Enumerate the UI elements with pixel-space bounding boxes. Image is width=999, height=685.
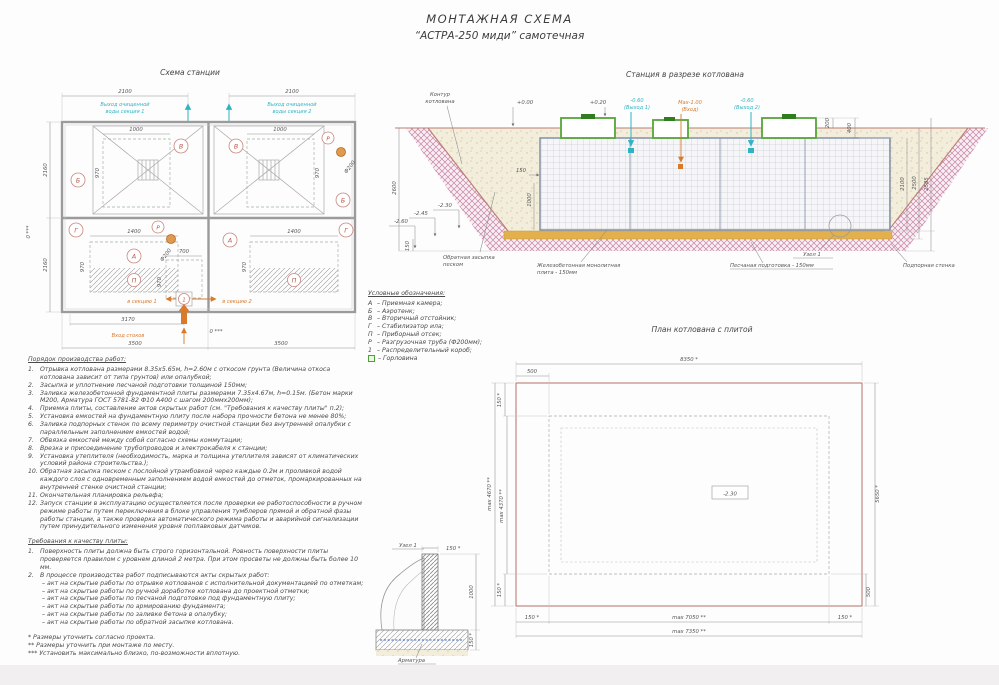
plate-req-item: 2. В процессе производства работ подписываются акты скрытых работ:: [28, 571, 270, 579]
plan-section1-bottom: [69, 221, 202, 298]
dim-970-s1: 970: [95, 167, 101, 179]
contour-label-line1: Контур: [429, 92, 451, 98]
inlet-port: [678, 164, 683, 169]
to-section2-label: в секцию 2: [222, 299, 252, 305]
station-plan-drawing: [18, 60, 363, 362]
dim-700: 700: [178, 249, 190, 255]
work-order-item: 5. Установка емкостей на фундаментную плиту после набора прочности бетона не менее 80%;: [28, 413, 347, 421]
plan-section1-tanks: [71, 126, 203, 214]
label-B-s1: Б: [75, 177, 81, 185]
legend-item-G: Г – Стабилизатор ила;: [368, 323, 444, 331]
plate-req-item: 1. Поверхность плиты должна быть строго горизонтальной. Ровность поверхности плиты проверяется правилом с уровнем длиной 2 метра. При этом просветы не должны быть более 10 мм.: [28, 548, 359, 571]
dim-2100-right: 2100: [285, 89, 299, 95]
dim-max4370: max 4370 **: [499, 489, 505, 523]
plan-section2-tanks: [214, 126, 357, 214]
dim-3500-right: 3500: [274, 341, 288, 347]
label-V-s2: В: [233, 143, 239, 151]
main-title-line2: “АСТРА-250 миди” самотечная: [414, 30, 585, 42]
footnote-2: ** Размеры уточнить при монтаже по месту.: [28, 641, 175, 649]
plan-section2-bottom: [223, 223, 353, 292]
dim-2600: 2600: [392, 181, 398, 195]
dim-1000-section: 1000: [527, 193, 533, 207]
elev-020: +0.20: [589, 100, 607, 106]
inlet-stub: [181, 310, 187, 324]
dim-150-bottom-right: 150 *: [837, 615, 853, 621]
elev-out2-value: -0.60: [740, 98, 754, 104]
node1-detail-drawing: [366, 538, 501, 683]
cross-section-drawing: [385, 60, 995, 310]
dim-500-right: 500: [866, 586, 872, 598]
work-order-title: Порядок производства работ:: [28, 356, 127, 363]
backfill-label-line2: песком: [443, 262, 464, 268]
retaining-wall-label: Подпорная стенка: [903, 263, 955, 269]
backfill-label-line1: Обратная засыпка: [443, 255, 495, 261]
dim-150-gap: 150: [515, 168, 527, 174]
dim-970-s2: 970: [315, 167, 321, 179]
footnote-1: * Размеры уточнить согласно проекта.: [28, 633, 156, 641]
work-order-item: 4. Приемка плиты, составление актов скрытых работ (см. "Требования к качеству плиты" п.2);: [28, 405, 345, 413]
inlet-label: Вход стоков: [111, 333, 145, 339]
dim-150-left-top: 150 *: [497, 392, 503, 408]
node1-rebar-label: Арматура: [398, 658, 426, 664]
plan-bottom-dims: [62, 317, 355, 348]
outlet2-port: [748, 148, 754, 153]
work-order-text: [28, 356, 366, 658]
slab-label-line1: Железобетонная монолитная: [537, 263, 621, 269]
elev-inlet-value: Max-1.00: [678, 100, 702, 106]
dim-970-s2b: 970: [242, 261, 248, 273]
label-1-box: 1: [182, 297, 186, 304]
dim-2585-depth: 2585: [924, 177, 930, 191]
label-P-s1: П: [131, 277, 137, 285]
main-title: [0, 12, 999, 42]
node1-dim-150-bottom: 150 *: [469, 632, 475, 648]
section-title: Станция в разрезе котлована: [626, 70, 744, 79]
dim-200: 200: [825, 117, 831, 129]
legend-item-P: П – Приборный отсек;: [368, 331, 442, 339]
section-manhole-covers: [561, 114, 816, 138]
footnotes: [28, 634, 366, 658]
label-R-s2: Р: [326, 136, 330, 143]
dim-f200-center: Ф200: [159, 247, 174, 264]
main-title-line1: МОНТАЖНАЯ СХЕМА: [426, 12, 573, 26]
legend-item-B: Б – Аэротенк;: [368, 307, 415, 315]
node1-title: Узел 1: [399, 543, 417, 549]
dim-f200-s2: Ф200: [343, 159, 358, 176]
pitplan-dims: [487, 357, 881, 636]
elev-out1-value: -0.60: [630, 98, 644, 104]
outlet1-label-line1: Выход очищенной: [100, 102, 150, 108]
inlet-arrowhead: [178, 304, 190, 312]
dim-2160-top: 2160: [43, 163, 49, 177]
node-callout-label: Узел 1: [803, 252, 821, 258]
hidden-works-act: – акт на скрытые работы по заливке бетона в опалубку;: [42, 611, 227, 619]
dim-2100-left: 2100: [118, 89, 132, 95]
outlet2-label-line2: воды секция 2: [272, 109, 312, 115]
plate-requirements: [28, 538, 366, 627]
work-order-item: 8. Врезка и присоединение трубопроводов и электрокабеля к станции;: [28, 444, 268, 452]
dim-zero-bottom: 0 ***: [209, 329, 223, 335]
dim-400: 400: [847, 122, 853, 134]
discharge-pipe-icon: [337, 148, 346, 157]
label-G-s2: Г: [344, 227, 348, 235]
dim-2160-bottom: 2160: [43, 258, 49, 272]
dim-3500-left: 3500: [128, 341, 142, 347]
work-order-item: 3. Заливка железобетонной фундаментной плиты размерами 7.35х4.67м, h=0.15м. (Бетон марки М200, Арматура ГОСТ 5781-82 Ф10 А400 с шагом 200ммх200мм);: [28, 389, 353, 405]
work-order-item: 10. Обратная засыпка песком с послойной утрамбовкой через каждые 0.2м и проливкой водой каждого слоя с одновременным заполнением водой емкостей до отметок, промаркированных на внутренней стенке очистной станции;: [28, 468, 362, 491]
legend-item-manhole: – Горловина: [368, 355, 583, 363]
dim-150-left-bottom: 150 *: [497, 582, 503, 598]
dim-max4670: max 4670 **: [487, 477, 493, 511]
elev-000: +0.00: [516, 100, 534, 106]
dim-1400-s2: 1400: [287, 229, 301, 235]
pitplan-title: План котлована с плитой: [651, 325, 753, 334]
pit-plan-drawing: [487, 316, 992, 656]
label-V-s1: В: [178, 143, 184, 151]
elev-m230: -2.30: [438, 203, 452, 209]
outlet1-port: [628, 148, 634, 153]
work-order-item: 11. Окончательная планировка рельефа;: [28, 491, 164, 499]
legend-item-1: 1 – Распределительный короб;: [368, 346, 472, 354]
plan-top-dims: [62, 89, 355, 122]
sand-prep-label: Песчаная подготовка - 150мм: [730, 263, 814, 269]
outlet1-label-line2: воды секция 1: [105, 109, 145, 115]
slab-label-line2: плита - 150мм: [537, 270, 578, 276]
dim-3170: 3170: [121, 317, 135, 323]
work-order-item: 7. Обвязка емкостей между собой согласно схемы коммутации;: [28, 436, 243, 444]
label-A-s1: А: [131, 253, 137, 261]
to-section1-label: в секцию 1: [127, 299, 157, 305]
plan-left-dims: [26, 122, 50, 312]
hidden-works-act: – акт на скрытые работы по обратной засыпке котлована.: [42, 619, 234, 626]
hidden-works-act: – акт на скрытые работы по песчаной подготовке под фундаментную плиту;: [42, 595, 296, 603]
work-order-item: 12. Запуск станции в эксплуатацию осуществляется после проверки ее работоспособности в ручном режиме работы путем переключения в блоке управления тумблеров прямой и обратной фазы работы станции, а также проверка автоматического режима работы и аварийной сигнализации путем принудительного изменения уровня поплавковых датчиков.: [28, 499, 362, 531]
outlet2-label-line1: Выход очищенной: [267, 102, 317, 108]
elev-inlet-label: (Вход): [681, 107, 699, 113]
label-B-s2: Б: [340, 197, 346, 205]
legend-item-V: В – Вторичный отстойник;: [368, 315, 457, 323]
dim-5650: 5650 *: [875, 485, 881, 503]
elev-m260: -2.60: [394, 219, 408, 225]
label-P-s2: П: [291, 277, 297, 285]
hidden-works-act: – акт на скрытые работы по отрывке котлованов с исполнительной документацией по отметкам;: [42, 579, 364, 587]
dim-150-prep: 150: [405, 240, 411, 252]
manhole-icon: [368, 355, 375, 362]
legend-item-A: А – Приемная камера;: [368, 299, 443, 307]
dim-970-s1b: 970: [80, 261, 86, 273]
dim-150-bottom-left: 150 *: [524, 615, 540, 621]
legend-item-R: Р – Разгрузочная труба (Ф200мм);: [368, 338, 483, 346]
pitplan-rects: [516, 383, 862, 606]
node1-dim-1000: 1000: [469, 585, 475, 599]
discharge-pipe2-icon: [167, 235, 176, 244]
hidden-works-act: – акт на скрытые работы по армированию фундамента;: [42, 603, 226, 611]
dim-500-top: 500: [526, 369, 538, 375]
node1-drawing: [376, 554, 468, 656]
dim-max7050: max 7050 **: [672, 615, 706, 621]
hidden-works-act: – акт на скрытые работы по ручной доработке котлована до проектной отметки;: [42, 587, 310, 595]
node1-dim-150-top: 150 *: [446, 546, 461, 552]
dim-1400-s1: 1400: [127, 229, 141, 235]
dim-1000-s1: 1000: [129, 127, 143, 133]
plan-title: Схема станции: [160, 68, 220, 77]
work-order-item: 6. Заливка подпорных стенок по всему периметру очистной станции без внутренней опалубки с параллельным заполнением емкостей водой;: [28, 421, 352, 436]
label-G-s1: Г: [74, 227, 78, 235]
dim-zero-left: 0 ***: [26, 225, 32, 239]
footnote-3: *** Установить максимально близко, по-возможности вплотную.: [28, 649, 241, 657]
dim-max7350: max 7350 **: [672, 629, 706, 635]
section-station-body: [540, 138, 890, 230]
pitplan-elev-m230: -2.30: [723, 491, 737, 498]
dim-8350: 8350 *: [680, 357, 698, 363]
plate-requirements-title: Требования к качеству плиты:: [28, 538, 128, 546]
dim-970-center: 970: [157, 276, 163, 288]
work-order-item: 9. Установка утеплителя (необходимость, марка и толщина утеплителя зависят от климатических условий района строительства.);: [28, 452, 359, 468]
dim-2500-depth: 2500: [912, 176, 918, 190]
elev-m245: -2.45: [414, 211, 428, 217]
dim-2100-depth: 2100: [900, 177, 906, 191]
legend-title: Условные обозначения:: [368, 290, 446, 297]
work-order-item: 1. Отрывка котлована размерами 8.35х5.65м, h=2.60м с откосом грунта (Величина откоса котлована зависит от типа грунтов) или опалубкой;: [28, 365, 331, 381]
contour-label-line2: котлована: [425, 99, 455, 105]
elev-out1-label: (Выход 1): [623, 105, 651, 111]
bottom-margin: [0, 665, 999, 685]
plan-distribution-box: [127, 292, 252, 324]
work-order-item: 2. Засыпка и уплотнение песчаной подготовки толщиной 150мм;: [28, 381, 247, 389]
label-R-center: Р: [156, 225, 160, 232]
dim-1000-s2: 1000: [273, 127, 287, 133]
elev-out2-label: (Выход 2): [733, 105, 761, 111]
label-A-s2: А: [227, 237, 233, 245]
